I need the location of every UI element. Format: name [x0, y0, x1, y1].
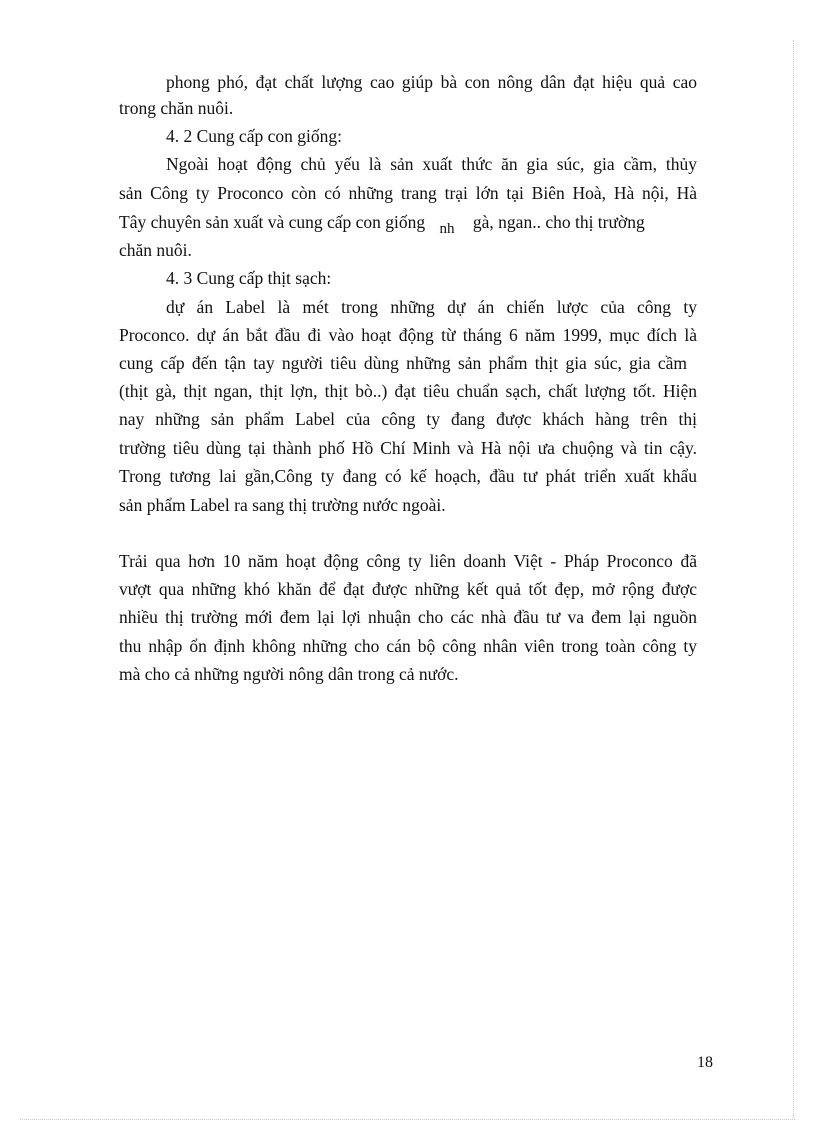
text-line: trường tiêu dùng tại thành phố Hồ Chí Minh và Hà nội ưa chuộng và tin cậy. — [119, 438, 697, 458]
text-line: Ngoài hoạt động chủ yếu là sản xuất thức ăn gia súc, gia cầm, thủy — [166, 154, 697, 174]
text-line: Proconco. dự án bắt đầu đi vào hoạt động từ tháng 6 năm 1999, mục đích là — [119, 325, 697, 345]
text-line: Trong tương lai gần,Công ty đang có kế hoạch, đầu tư phát triển xuất khẩu — [119, 466, 697, 486]
text-line: sản phẩm Label ra sang thị trường nước ngoài. — [119, 495, 446, 515]
text-line: sản Công ty Proconco còn có những trang trại lớn tại Biên Hoà, Hà nội, Hà — [119, 183, 697, 203]
text-line: trong chăn nuôi. — [119, 98, 234, 118]
text-line: dự án Label là mét trong những dự án chiến lược của công ty — [166, 297, 697, 317]
page-number: 18 — [697, 1054, 713, 1071]
text-fragment: Tây chuyên sản xuất và cung cấp con giống — [119, 212, 426, 232]
text-line: phong phó, đạt chất lượng cao giúp bà con nông dân đạt hiệu quả cao — [166, 72, 697, 92]
text-line: nhiều thị trường mới đem lại lợi nhuận cho các nhà đầu tư va đem lại nguồn — [119, 607, 697, 627]
text-line: (thịt gà, thịt ngan, thịt lợn, thịt bò..) đạt tiêu chuẩn sạch, chất lượng tốt. Hiện — [119, 381, 697, 401]
text-line: Trải qua hơn 10 năm hoạt động công ty liên doanh Việt - Pháp Proconco đã — [119, 551, 697, 571]
text-fragment: gà, ngan.. cho thị trường — [472, 212, 645, 232]
text-line: chăn nuôi. — [119, 240, 192, 260]
text-line: thu nhập ổn định không những cho cán bộ công nhân viên trong toàn công ty — [119, 636, 697, 656]
text-line: vượt qua những khó khăn để đạt được những kết quả tốt đẹp, mở rộng được — [119, 579, 697, 599]
page-border-bottom — [20, 1119, 795, 1120]
section-heading: 4. 3 Cung cấp thịt sạch: — [166, 268, 332, 288]
text-fragment-subscript: nh — [439, 221, 455, 237]
text-line: mà cho cả những người nông dân trong cả nước. — [119, 664, 459, 684]
section-heading: 4. 2 Cung cấp con giống: — [166, 126, 342, 146]
text-line: nay những sản phẩm Label của công ty đang được khách hàng trên thị — [119, 409, 697, 429]
page-border-right — [793, 40, 794, 1118]
text-line — [119, 211, 697, 235]
text-line: cung cấp đến tận tay người tiêu dùng những sản phẩm thịt gia súc, gia cầm — [119, 353, 687, 373]
